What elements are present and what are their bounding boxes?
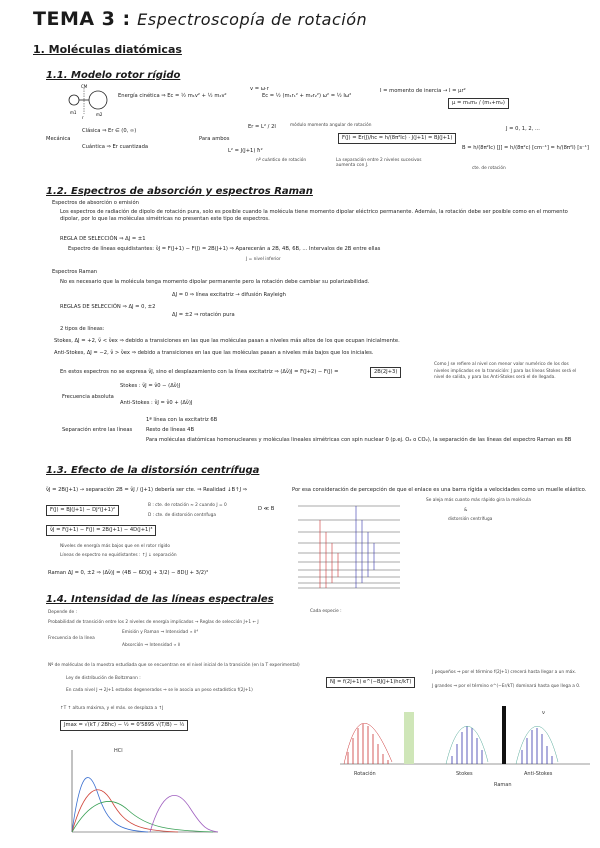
depends-1: Probabilidad de transición entre los 2 niveles de energía implicados → Reglas de selección J+1 ← J bbox=[48, 620, 259, 625]
kinetic-energy-eq: Energía cinética ⇒ Ec = ½ m₁v² + ½ m₂v² bbox=[118, 93, 227, 99]
cte-label: cte. de rotación bbox=[472, 166, 506, 171]
nj-eq: NJ = f(2J+1) e^(−BJ(J+1)hc/kT) bbox=[326, 677, 415, 688]
j-values: J = 0, 1, 2, ... bbox=[506, 126, 540, 132]
mu-eq: μ = m₁m₂ / (m₁+m₂) bbox=[448, 98, 509, 109]
rule-dj2: ΔJ = ±2 ⇒ rotación pura bbox=[172, 312, 235, 318]
degeneracy-note: En cada nivel J ⇒ 2J+1 estados degenerados ⇒ se le asocia un peso estadístico f(2J+1) bbox=[66, 688, 253, 693]
displacement-box: 2B(2J+3) bbox=[370, 367, 401, 378]
stokes-label: Stokes bbox=[456, 771, 473, 777]
title-tema: TEMA 3 : bbox=[33, 8, 131, 30]
r-label: r bbox=[82, 115, 84, 120]
b-desc: B : cte. de rotación ≈ 2 cuando J = 0 bbox=[148, 503, 227, 508]
distortion-text: Por esa consideración de percepción de que el enlace es una barra rígida a velocidades como un muelle elástico. bbox=[292, 487, 587, 493]
gap-band bbox=[404, 712, 414, 764]
rayleigh-line bbox=[502, 706, 506, 764]
section-1-heading: 1. Moléculas diatómicas bbox=[33, 43, 182, 56]
lines-eq: Espectro de líneas equidistantes: ν̃J = F(J+1) − F(J) = 2B(J+1) ⇒ Aparecerán a 2B, 4B, 6B, ... Intervalos de 2B entre ellas bbox=[68, 246, 381, 252]
subsection-1-4-heading: 1.4. Intensidad de las líneas espectrales bbox=[46, 594, 274, 605]
sep-3: Para moléculas diatómicas homonucleares y moléculas lineales simétricas con spin nuclear 0 (p.ej. O₂ o CO₂), la separación de las líneas del espectro Raman es 8B bbox=[146, 437, 572, 443]
separacion-note: La separación entre 2 niveles sucesivos aumenta con J. bbox=[336, 158, 422, 168]
rule-2: REGLAS DE SELECCIÓN ⇒ ΔJ = 0, ±2 bbox=[60, 304, 156, 310]
distortion-eq: ν̃J = 2B(J+1) → separación 2B = ν̃J / (J+1) debería ser cte. ⇒ Realidad ↓B↑J ⇒ bbox=[46, 487, 247, 493]
rule-1: REGLA DE SELECCIÓN ⇒ ΔJ = ±1 bbox=[60, 236, 146, 242]
distortion-note-2: distorsión centrífuga bbox=[448, 517, 493, 522]
n-molecules: Nº de moléculas de la muestra estudiada que se encuentran en el nivel inicial de la transición (en la T experimental) bbox=[48, 663, 300, 668]
stokes-def: Stokes, ΔJ = +2, ν̃ < ν̃ex ⇒ debido a transiciones en las que las moléculas pasan a niveles más altos de los que ocupan inicialmente. bbox=[54, 338, 400, 344]
lower-level-note: J = nivel inferior bbox=[246, 257, 281, 262]
line-types: 2 tipos de líneas: bbox=[60, 326, 105, 332]
v-eq: v = ω·r bbox=[250, 86, 269, 92]
each-species-label: Cada especie : bbox=[310, 609, 342, 614]
subsection-1-1-heading: 1.1. Modelo rotor rígido bbox=[46, 70, 181, 81]
depends-label: Depende de : bbox=[48, 610, 77, 615]
inertia-def: I = momento de inercia → I = μr² bbox=[380, 88, 466, 94]
antistokes-def: Anti-Stokes, ΔJ = −2, ν̃ > ν̃ex ⇒ debido a transiciones en las que las moléculas pasan a niveles más bajos que los iniciales. bbox=[54, 350, 374, 356]
para-ambos-label: Para ambos bbox=[199, 136, 230, 142]
jmax-eq: Jmax = √(kT / 2Bhc) − ½ = 0'5895 √(T/B) − ½ bbox=[60, 720, 188, 731]
raman-text: No es necesario que la molécula tenga momento dipolar permanente pero la rotación debe cambiar su polarizabilidad. bbox=[60, 279, 370, 285]
ncuantico-label: nº cuántico de rotación bbox=[256, 158, 307, 163]
cuantica-label: Cuántica ⇒ Er cuantizada bbox=[82, 144, 149, 150]
b-eq: B = h/(8π²Ic) [J] = h/(8π²c) [cm⁻¹] = h/(8π²I) [s⁻¹] bbox=[462, 145, 589, 151]
raman-label: Raman bbox=[494, 782, 512, 788]
fj-distortion-eq: F(J) = BJ(J+1) − DJ²(J+1)² bbox=[46, 505, 119, 516]
raman-distortion-eq: Raman ΔJ = 0, ±2 ⇒ (Δν̃)J = (4B − 6D)(J + 3/2) − 8D(J + 3/2)³ bbox=[48, 570, 209, 576]
temperature-note: ↑T ↑ altura máxima, y el máx. se desplaza a ↑J bbox=[60, 706, 164, 711]
vj-distortion-eq: ν̃J = F(J+1) − F(J) = 2B(J+1) − 4D(J+1)³ bbox=[46, 525, 156, 536]
emission-intensity: Emisión y Raman ⇒ Intensidad ∝ ν̃⁴ bbox=[122, 630, 199, 635]
stokes-bars bbox=[452, 726, 482, 764]
rotation-label: Rotación bbox=[354, 771, 376, 777]
distortion-amp: & bbox=[464, 508, 468, 513]
absorption-text: Los espectros de radiación de dipolo de rotación pura, solo es posible cuando la molécula tiene momento dipolar eléctrico permanente. Además, la rotación debe ser posible como en el momento dipolar, por lo que las moléculas simétricas no presentan este tipo de espectros. bbox=[60, 209, 568, 222]
sep-2: Resto de líneas 4B bbox=[146, 427, 195, 433]
cm-label: CM bbox=[81, 84, 88, 89]
mecanica-label: Mecánica bbox=[46, 136, 71, 142]
title-subject: Espectroscopía de rotación bbox=[137, 10, 368, 29]
rotation-bars bbox=[348, 724, 388, 764]
spectra-diagram bbox=[336, 700, 596, 790]
rule-dj0: ΔJ = 0 ⇒ línea excitatriz → difusión Rayleigh bbox=[172, 292, 286, 298]
absorption-intensity: Absorción ⇒ Intensidad ∝ ν̃ bbox=[122, 643, 181, 648]
d-less-b: D ≪ B bbox=[258, 506, 275, 512]
large-j-note: J grandes ⇒ por el término e^(−Er/kT) dominará hasta que llega a 0. bbox=[432, 684, 581, 689]
absolute-freq-label: Frecuencia absoluta bbox=[62, 394, 114, 400]
boltzmann-law: Ley de distribución de Boltzmann : bbox=[66, 676, 141, 681]
antistokes-label: Anti-Stokes bbox=[524, 771, 553, 777]
small-j-note: J pequeños ⇒ por el término f(2J+1) crecerá hasta llegar a un máx. bbox=[432, 670, 577, 675]
subsection-1-2-heading: 1.2. Espectros de absorción y espectros Raman bbox=[46, 186, 313, 197]
curve-low-t bbox=[72, 778, 148, 832]
stokes-freq: Stokes : ν̃J = ν̃0 − (Δν̃)J bbox=[120, 383, 181, 389]
fj-eq: F(J) = Er(J)/hc = h/(8π²Ic) · J(J+1) = BJ(J+1) bbox=[338, 133, 456, 144]
plot-legend-title: HCl bbox=[114, 748, 123, 754]
d-desc: D : cte. de distorsión centrífuga bbox=[148, 513, 217, 518]
frequency-label: Frecuencia de la línea bbox=[48, 636, 95, 641]
raman-bullet: Espectros Raman bbox=[52, 269, 98, 275]
j-note: Como J se refiere al nivel con menor valor numérico de los dos niveles implicados en la transición: J para las líneas Stokes será el nivel de salida, y para las Anti-Stokes será el de llegada. bbox=[434, 362, 577, 380]
displacement-eq: En estos espectros no se expresa ν̃J, sino el desplazamiento con la línea excitatriz ⇒ (Δν̃)J = F(J+2) − F(J) = bbox=[60, 369, 339, 375]
momento-label: módulo momento angular de rotación bbox=[290, 123, 372, 128]
population-plot bbox=[58, 744, 224, 840]
m1-label: m1 bbox=[70, 110, 77, 115]
m2-label: m2 bbox=[96, 112, 103, 117]
distortion-note: Se aleja más cuanto más rápido gira la molécula bbox=[426, 498, 531, 503]
energy-level-diagram bbox=[290, 498, 408, 594]
antistokes-freq: Anti-Stokes : ν̃J = ν̃0 + (Δν̃)J bbox=[120, 400, 193, 406]
er-eq: Er = L² / 2I bbox=[248, 124, 276, 130]
subsection-1-3-heading: 1.3. Efecto de la distorsión centrífuga bbox=[46, 465, 260, 476]
page-title bbox=[33, 8, 367, 30]
absorption-bullet: Espectros de absorción o emisión bbox=[52, 200, 139, 206]
l2-eq: L² = J(J+1) ħ² bbox=[228, 148, 263, 154]
lower-levels: Niveles de energía más bajos que en el rotor rígido bbox=[60, 544, 170, 549]
non-equidistant: Líneas de espectro no equidistantes : ↑J ↓ separación bbox=[60, 553, 177, 558]
line-sep-label: Separación entre las líneas bbox=[62, 427, 133, 433]
clasica-label: Clásica ⇒ Er ∈ (0, ∞) bbox=[82, 128, 137, 134]
sep-1: 1ª línea con la excitatriz 6B bbox=[146, 417, 218, 423]
ec-eq: Ec = ½ (m₁r₁² + m₂r₂²) ω² = ½ Iω² bbox=[262, 93, 352, 99]
nu-label: ν bbox=[542, 710, 545, 716]
rotor-diagram bbox=[62, 84, 112, 120]
